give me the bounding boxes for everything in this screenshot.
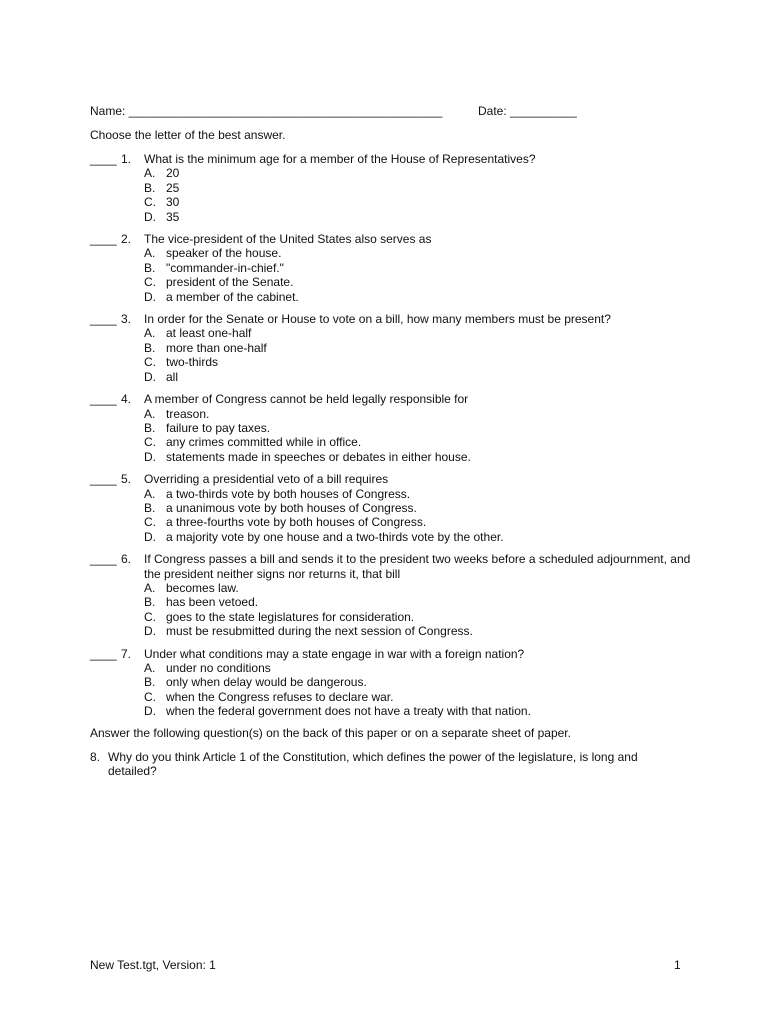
choice-text: any crimes committed while in office. (166, 435, 362, 450)
choice-text: 35 (166, 209, 180, 224)
choice-text: all (166, 369, 179, 384)
answer-choice (144, 581, 710, 595)
answer-blank: ____ (90, 312, 117, 327)
answer-choice (144, 624, 710, 638)
choice-text: goes to the state legislatures for consideration. (166, 609, 415, 624)
answer-blank: ____ (90, 552, 117, 567)
answer-choice (144, 515, 710, 529)
choice-letter: A. (144, 406, 156, 421)
question-row (90, 152, 710, 166)
choice-letter: D. (144, 209, 156, 224)
answer-blank: ____ (90, 152, 117, 166)
choice-text: at least one-half (166, 326, 252, 341)
choice-text: failure to pay taxes. (166, 420, 271, 435)
answer-choice (144, 435, 710, 449)
answer-blank: ____ (90, 472, 117, 487)
choice-text: a unanimous vote by both houses of Congress. (166, 500, 417, 515)
choice-list (90, 661, 710, 719)
question-item (90, 647, 710, 719)
choice-letter: D. (144, 449, 156, 464)
choice-letter: B. (144, 180, 156, 195)
essay-instructions: Answer the following question(s) on the back of this paper or on a separate sheet of paper. (90, 726, 571, 740)
answer-choice (144, 246, 710, 260)
choice-letter: C. (144, 355, 156, 370)
question-row (90, 392, 710, 406)
choice-letter: D. (144, 704, 156, 719)
footer-filename: New Test.tgt, Version: 1 (90, 958, 216, 972)
question-number: 2. (121, 232, 132, 247)
essay-text: Why do you think Article 1 of the Constitution, which defines the power of the legislature, is long and detailed? (108, 750, 638, 779)
choice-text: 30 (166, 195, 180, 210)
choice-text: becomes law. (166, 580, 239, 595)
question-text: If Congress passes a bill and sends it to the president two weeks before a scheduled adjournment, and the president neither signs nor returns it, that bill (144, 552, 691, 581)
choice-letter: D. (144, 369, 156, 384)
question-row (90, 232, 710, 246)
choice-list (90, 166, 710, 224)
question-item (90, 472, 710, 544)
choice-text: a member of the cabinet. (166, 289, 299, 304)
question-row (90, 552, 710, 581)
answer-choice (144, 421, 710, 435)
question-number: 6. (121, 552, 132, 567)
answer-choice (144, 675, 710, 689)
choice-text: 20 (166, 166, 180, 181)
answer-choice (144, 487, 710, 501)
question-text: In order for the Senate or House to vote on a bill, how many members must be present? (144, 312, 611, 327)
instructions: Choose the letter of the best answer. (90, 128, 286, 142)
choice-letter: B. (144, 595, 156, 610)
question-text: What is the minimum age for a member of the House of Representatives? (144, 152, 536, 166)
choice-text: president of the Senate. (166, 275, 294, 290)
question-number: 3. (121, 312, 132, 327)
answer-choice (144, 450, 710, 464)
choice-letter: C. (144, 435, 156, 450)
answer-choice (144, 595, 710, 609)
choice-text: must be resubmitted during the next session of Congress. (166, 624, 473, 639)
answer-choice (144, 341, 710, 355)
question-text: A member of Congress cannot be held legally responsible for (144, 392, 469, 407)
answer-choice (144, 261, 710, 275)
question-number: 5. (121, 472, 132, 487)
answer-blank: ____ (90, 232, 117, 247)
choice-list (90, 487, 710, 545)
choice-letter: C. (144, 195, 156, 210)
question-item (90, 232, 710, 304)
answer-choice (144, 326, 710, 340)
answer-blank: ____ (90, 392, 117, 407)
choice-letter: D. (144, 529, 156, 544)
choice-text: only when delay would be dangerous. (166, 675, 367, 690)
header (90, 104, 690, 120)
answer-choice (144, 661, 710, 675)
question-item (90, 152, 710, 224)
choice-letter: A. (144, 580, 156, 595)
choice-letter: C. (144, 689, 156, 704)
essay-question (90, 750, 680, 779)
choice-text: 25 (166, 180, 180, 195)
answer-choice (144, 610, 710, 624)
choice-letter: C. (144, 275, 156, 290)
choice-letter: B. (144, 500, 156, 515)
answer-choice (144, 501, 710, 515)
choice-list (90, 581, 710, 639)
choice-text: statements made in speeches or debates in either house. (166, 449, 471, 464)
answer-choice (144, 275, 710, 289)
choice-text: under no conditions (166, 661, 271, 675)
answer-choice (144, 166, 710, 180)
answer-choice (144, 370, 710, 384)
choice-text: treason. (166, 406, 210, 421)
choice-letter: C. (144, 609, 156, 624)
answer-choice (144, 210, 710, 224)
answer-choice (144, 195, 710, 209)
choice-letter: C. (144, 515, 156, 530)
name-field-label: Name: _______________________________________________ (90, 104, 443, 118)
choice-letter: A. (144, 246, 156, 261)
choice-letter: A. (144, 486, 156, 501)
choice-list (90, 326, 710, 384)
answer-choice (144, 181, 710, 195)
answer-choice (144, 704, 710, 718)
question-row (90, 647, 710, 661)
answer-blank: ____ (90, 646, 117, 661)
answer-choice (144, 530, 710, 544)
question-item (90, 552, 710, 638)
choice-letter: B. (144, 420, 156, 435)
choice-letter: A. (144, 661, 156, 675)
question-number: 7. (121, 646, 132, 661)
choice-text: has been vetoed. (166, 595, 259, 610)
answer-choice (144, 355, 710, 369)
choice-letter: B. (144, 340, 156, 355)
question-item (90, 392, 710, 464)
question-number: 4. (121, 392, 132, 407)
choice-text: two-thirds (166, 355, 219, 370)
choice-list (90, 246, 710, 304)
choice-text: a majority vote by one house and a two-thirds vote by the other. (166, 529, 504, 544)
answer-choice (144, 290, 710, 304)
question-list (90, 152, 710, 727)
question-number: 1. (121, 152, 132, 166)
essay-number: 8. (90, 750, 101, 764)
choice-text: when the Congress refuses to declare war. (166, 689, 394, 704)
question-text: The vice-president of the United States also serves as (144, 232, 432, 247)
choice-letter: D. (144, 624, 156, 639)
answer-choice (144, 690, 710, 704)
choice-letter: D. (144, 289, 156, 304)
choice-text: when the federal government does not have a treaty with that nation. (166, 704, 531, 719)
choice-text: "commander-in-chief." (166, 260, 284, 275)
question-row (90, 472, 710, 486)
choice-list (90, 407, 710, 465)
question-row (90, 312, 710, 326)
choice-text: a three-fourths vote by both houses of Congress. (166, 515, 427, 530)
question-item (90, 312, 710, 384)
choice-text: a two-thirds vote by both houses of Congress. (166, 486, 411, 501)
choice-letter: B. (144, 675, 156, 690)
choice-text: speaker of the house. (166, 246, 282, 261)
date-field-label: Date: __________ (478, 104, 577, 118)
question-text: Overriding a presidential veto of a bill requires (144, 472, 389, 487)
choice-text: more than one-half (166, 340, 267, 355)
footer-page-number: 1 (674, 958, 681, 972)
choice-letter: A. (144, 326, 156, 341)
answer-choice (144, 407, 710, 421)
choice-letter: A. (144, 166, 156, 181)
question-text: Under what conditions may a state engage in war with a foreign nation? (144, 646, 525, 661)
choice-letter: B. (144, 260, 156, 275)
